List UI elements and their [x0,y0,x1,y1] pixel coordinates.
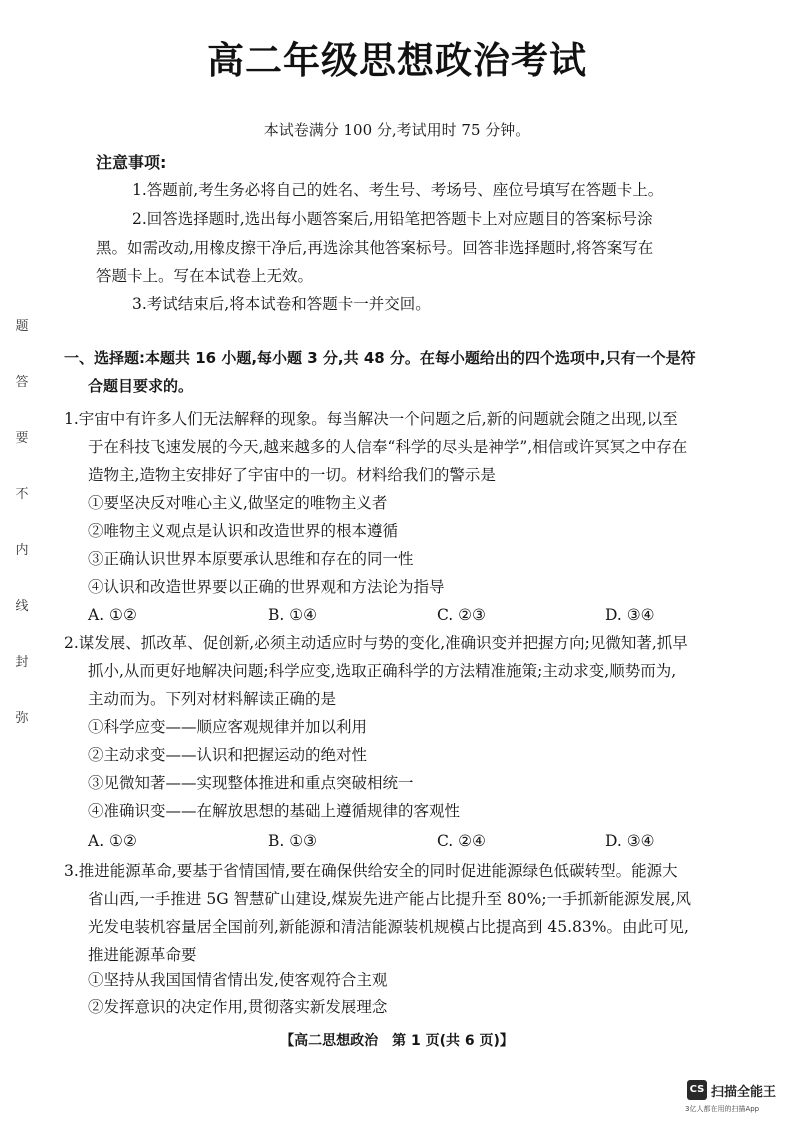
q2-stem: 2.谋发展、抓改革、促创新,必须主动适应时与势的变化,准确识变并把握方向;见微知著,抓早 [64,634,688,652]
exam-intro: 本试卷满分 100 分,考试用时 75 分钟。 [263,121,531,139]
q1-stem: 造物主,造物主安排好了宇宙中的一切。材料给我们的警示是 [88,466,496,484]
notice-line: 1.答题前,考生务必将自己的姓名、考生号、考场号、座位号填写在答题卡上。 [132,181,664,199]
seal-char: 弥 [15,711,29,726]
q3-item: ①坚持从我国国情省情出发,使客观符合主观 [88,971,388,989]
q2-option-b: B. ①③ [268,832,318,850]
seal-char: 封 [15,655,29,670]
q3-stem: 3.推进能源革命,要基于省情国情,要在确保供给安全的同时促进能源绿色低碳转型。能源大 [64,862,678,880]
q2-option-d: D. ③④ [605,832,655,850]
q1-item: ②唯物主义观点是认识和改造世界的根本遵循 [88,522,399,540]
watermark-subtitle: 3亿人都在用的扫描App [685,1105,760,1113]
seal-char: 不 [15,487,29,502]
camscanner-logo-icon: CS [687,1080,707,1100]
q1-item: ③正确认识世界本原要承认思维和存在的同一性 [88,550,414,568]
seal-char: 要 [15,431,29,446]
page-footer: 【高二思想政治 第 1 页(共 6 页)】 [280,1033,514,1049]
section-heading: 一、选择题:本题共 16 小题,每小题 3 分,共 48 分。在每小题给出的四个选项中,只有一个是符 [64,349,696,367]
seal-char: 线 [15,599,29,614]
notice-line: 2.回答选择题时,选出每小题答案后,用铅笔把答题卡上对应题目的答案标号涂 [132,210,653,228]
q1-stem: 1.宇宙中有许多人们无法解释的现象。每当解决一个问题之后,新的问题就会随之出现,以至 [64,410,678,428]
seal-line-margin [12,320,32,768]
exam-title: 高二年级思想政治考试 [207,39,587,82]
notice-heading: 注意事项: [96,153,167,172]
q1-item: ④认识和改造世界要以正确的世界观和方法论为指导 [88,578,445,596]
q2-item: ③见微知著——实现整体推进和重点突破相统一 [88,774,414,792]
q1-stem: 于在科技飞速发展的今天,越来越多的人信奉“科学的尽头是神学”,相信或许冥冥之中存在 [88,438,688,456]
section-heading-cont: 合题目要求的。 [88,377,194,395]
notice-line: 答题卡上。写在本试卷上无效。 [96,267,314,285]
notice-line: 黑。如需改动,用橡皮擦干净后,再选涂其他答案标号。回答非选择题时,将答案写在 [96,239,654,257]
q2-item: ①科学应变——顺应客观规律并加以利用 [88,718,368,736]
q2-option-c: C. ②④ [437,832,486,850]
seal-char: 答 [15,375,29,390]
q1-option-d: D. ③④ [605,606,655,624]
q3-item: ②发挥意识的决定作用,贯彻落实新发展理念 [88,998,388,1016]
q2-item: ②主动求变——认识和把握运动的绝对性 [88,746,368,764]
watermark-name: 扫描全能王 [711,1085,777,1100]
q1-option-b: B. ①④ [268,606,318,624]
q1-item: ①要坚决反对唯心主义,做坚定的唯物主义者 [88,494,388,512]
q2-stem: 主动而为。下列对材料解读正确的是 [88,690,337,708]
notice-line: 3.考试结束后,将本试卷和答题卡一并交回。 [132,295,431,313]
q2-option-a: A. ①② [88,832,137,850]
q3-stem: 推进能源革命要 [88,946,197,964]
q2-stem: 抓小,从而更好地解决问题;科学应变,选取正确科学的方法精准施策;主动求变,顺势而为, [88,662,677,680]
q1-option-a: A. ①② [88,606,137,624]
q3-stem: 省山西,一手推进 5G 智慧矿山建设,煤炭先进产能占比提升至 80%;一手抓新能源发展,风 [88,890,691,908]
q2-item: ④准确识变——在解放思想的基础上遵循规律的客观性 [88,802,461,820]
q3-stem: 光发电装机容量居全国前列,新能源和清洁能源装机规模占比提高到 45.83%。由此可见, [88,918,689,936]
seal-char: 内 [15,543,29,558]
q1-option-c: C. ②③ [437,606,486,624]
seal-char: 题 [15,319,29,334]
